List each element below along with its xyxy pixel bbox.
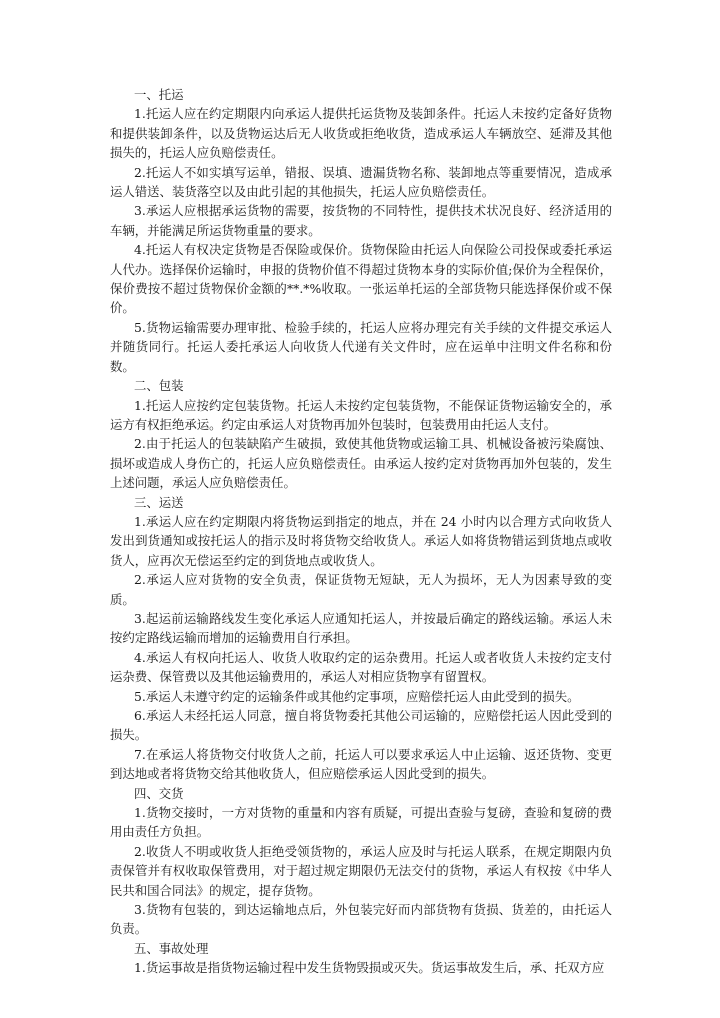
section-heading: 四、交货 [134, 785, 184, 801]
paragraph: 2.托运人不如实填写运单，错报、误填、遗漏货物名称、装卸地点等重要情况，造成承运人错送、装货落空以及由此引起的其他损失，托运人应负赔偿责任。 [110, 164, 612, 200]
paragraph: 2.由于托运人的包装缺陷产生破损，致使其他货物或运输工具、机械设备被污染腐蚀、损坏或造成人身伤亡的，托运人应负赔偿责任。由承运人按约定对货物再加外包装的，发生上述问题，承运人应负赔偿责任。 [110, 436, 612, 491]
section-heading: 三、运送 [134, 494, 184, 510]
paragraph: 7.在承运人将货物交付收货人之前，托运人可以要求承运人中止运输、返还货物、变更到达地或者将货物交给其他收货人，但应赔偿承运人因此受到的损失。 [110, 746, 612, 782]
paragraph: 1.托运人应按约定包装货物。托运人未按约定包装货物，不能保证货物运输安全的，承运方有权拒绝承运。约定由承运人对货物再加外包装时，包装费用由托运人支付。 [110, 397, 612, 432]
paragraph: 1.货运事故是指货物运输过程中发生货物毁损或灭失。货运事故发生后，承、托双方应 [134, 960, 605, 976]
section-heading: 二、包装 [134, 378, 184, 394]
section-heading: 一、托运 [134, 87, 184, 102]
paragraph: 6.承运人未经托运人同意，擅自将货物委托其他公司运输的，应赔偿托运人因此受到的损失。 [110, 708, 612, 743]
paragraph: 2.承运人应对货物的安全负责，保证货物无短缺，无人为损坏，无人为因素导致的变质。 [110, 572, 612, 607]
paragraph: 4.承运人有权向托运人、收货人收取约定的运杂费用。托运人或者收货人未按约定支付运杂费、保管费以及其他运输费用的，承运人对相应货物享有留置权。 [110, 649, 612, 685]
paragraph: 1.承运人应在约定期限内将货物运到指定的地点，并在 24 小时内以合理方式向收货人发出到货通知或按托运人的指示及时将货物交给收货人。承运人如将货物错运到货地点或收货人，应再次无偿运至约定的到货地点或收货人。 [110, 513, 612, 568]
paragraph: 5.承运人未遵守约定的运输条件或其他约定事项，应赔偿托运人由此受到的损失。 [134, 688, 580, 704]
section-heading: 五、事故处理 [134, 940, 209, 956]
paragraph: 2.收货人不明或收货人拒绝受领货物的，承运人应及时与托运人联系，在规定期限内负责保管并有权收取保管费用，对于超过规定期限仍无法交付的货物，承运人有权按《中华人民共和国合同法》的规定，提存货物。 [110, 843, 612, 898]
paragraph: 1.货物交接时，一方对货物的重量和内容有质疑，可提出查验与复磅，查验和复磅的费用由责任方负担。 [110, 805, 612, 840]
paragraph: 1.托运人应在约定期限内向承运人提供托运货物及装卸条件。托运人未按约定备好货物和提供装卸条件，以及货物运达后无人收货或拒绝收货，造成承运人车辆放空、延滞及其他损失的，托运人应负赔偿责任。 [110, 106, 612, 161]
paragraph: 5.货物运输需要办理审批、检验手续的，托运人应将办理完有关手续的文件提交承运人并随货同行。托运人委托承运人向收货人代递有关文件时，应在运单中注明文件名称和份数。 [110, 319, 612, 374]
paragraph: 3.承运人应根据承运货物的需要，按货物的不同特性，提供技术状况良好、经济适用的车辆，并能满足所运货物重量的要求。 [110, 203, 612, 238]
paragraph: 3.货物有包装的，到达运输地点后，外包装完好而内部货物有货损、货差的，由托运人负责。 [110, 902, 612, 937]
document-body [110, 85, 612, 978]
paragraph: 3.起运前运输路线发生变化承运人应通知托运人，并按最后确定的路线运输。承运人未按约定路线运输而增加的运输费用自行承担。 [110, 610, 612, 646]
paragraph: 4.托运人有权决定货物是否保险或保价。货物保险由托运人向保险公司投保或委托承运人代办。选择保价运输时，申报的货物价值不得超过货物本身的实际价值;保价为全程保价，保价费按不超过货物保价金额的**.*%收取。一张运单托运的全部货物只能选择保价或不保价。 [110, 242, 612, 316]
